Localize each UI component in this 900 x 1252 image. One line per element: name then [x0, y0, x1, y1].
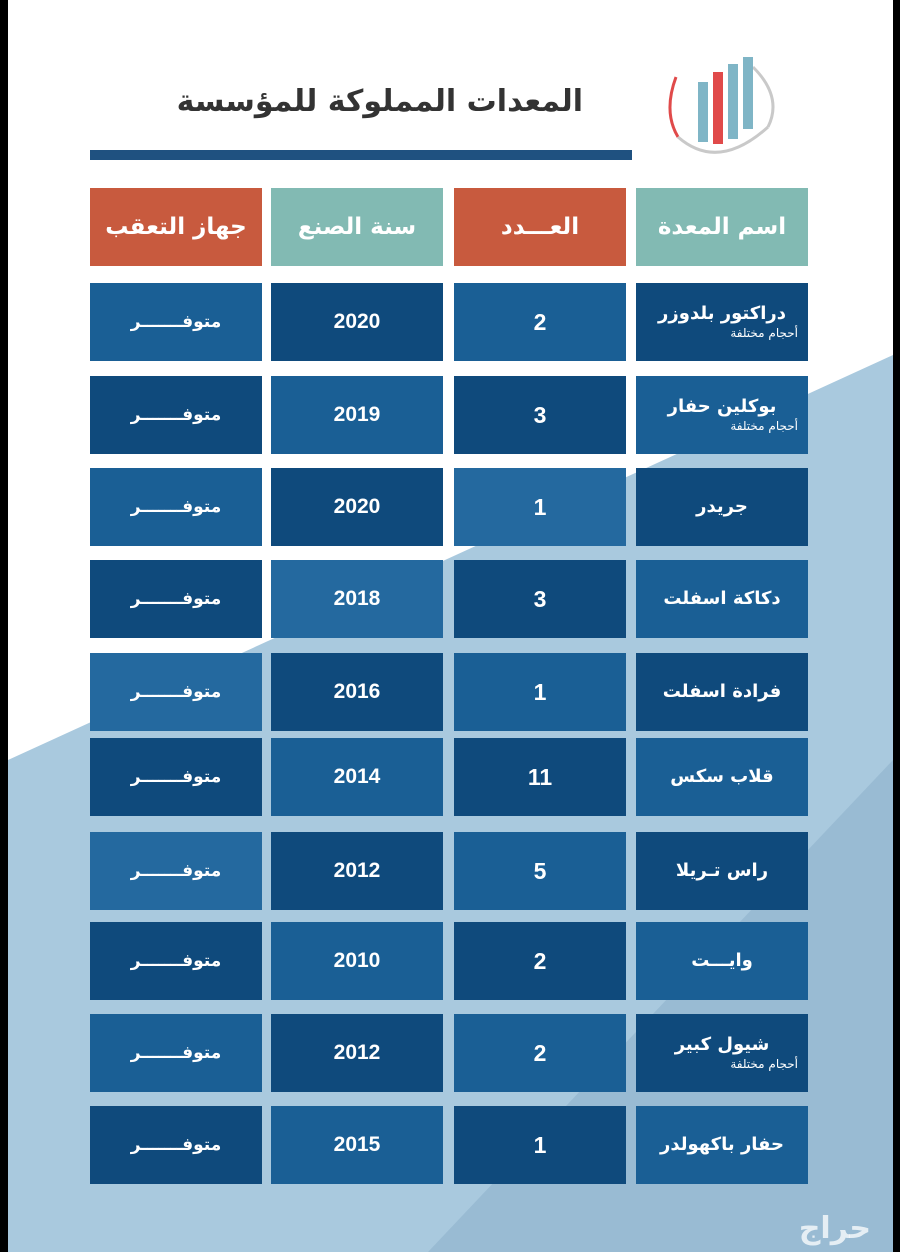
table-row-9-count: 2: [454, 1014, 626, 1092]
table-row-6-name: [636, 738, 808, 816]
table-row-8-name: [636, 922, 808, 1000]
table-row-3-count: 1: [454, 468, 626, 546]
table-row-5-tracking: متوفـــــــر: [90, 653, 262, 731]
table-row-6-tracking: متوفـــــــر: [90, 738, 262, 816]
table-row-5-name: [636, 653, 808, 731]
table-row-3-year: 2020: [271, 468, 443, 546]
table-row-2-name: [636, 376, 808, 454]
equipment-name: قلاب سكس: [670, 765, 774, 787]
table-row-8-year: 2010: [271, 922, 443, 1000]
table-row-1-name: [636, 283, 808, 361]
table-row-10-tracking: متوفـــــــر: [90, 1106, 262, 1184]
equipment-sub: أحجام مختلفة: [730, 325, 798, 340]
table-row-1-year: 2020: [271, 283, 443, 361]
table-row-7-count: 5: [454, 832, 626, 910]
table-row-7-year: 2012: [271, 832, 443, 910]
equipment-sub: أحجام مختلفة: [730, 418, 798, 433]
table-row-4-tracking: متوفـــــــر: [90, 560, 262, 638]
table-row-6-year: 2014: [271, 738, 443, 816]
header-year: سنة الصنع: [271, 188, 443, 266]
header-count: العـــدد: [454, 188, 626, 266]
equipment-name: حفار باكهولدر: [660, 1133, 784, 1155]
equipment-name: راس تـريلا: [675, 859, 769, 881]
table-row-8-tracking: متوفـــــــر: [90, 922, 262, 1000]
title-underline-bar: [90, 150, 632, 160]
header-tracking: جهاز التعقب: [90, 188, 262, 266]
table-row-2-count: 3: [454, 376, 626, 454]
table-row-5-year: 2016: [271, 653, 443, 731]
table-row-2-tracking: متوفـــــــر: [90, 376, 262, 454]
table-row-4-name: [636, 560, 808, 638]
equipment-sub: أحجام مختلفة: [730, 1056, 798, 1071]
table-row-7-tracking: متوفـــــــر: [90, 832, 262, 910]
table-row-3-tracking: متوفـــــــر: [90, 468, 262, 546]
table-row-9-year: 2012: [271, 1014, 443, 1092]
equipment-name: دراكتور بلدوزر: [658, 303, 786, 325]
equipment-name: فرادة اسفلت: [662, 680, 782, 702]
equipment-name: دكاكة اسفلت: [663, 587, 781, 609]
table-row-4-year: 2018: [271, 560, 443, 638]
equipment-name: وايـــت: [691, 949, 753, 971]
table-row-4-count: 3: [454, 560, 626, 638]
table-row-10-count: 1: [454, 1106, 626, 1184]
table-row-10-name: [636, 1106, 808, 1184]
equipment-name: بوكلين حفار: [667, 396, 777, 418]
page-title: المعدات المملوكة للمؤسسة: [176, 84, 583, 119]
header-equipment-name: اسم المعدة: [636, 188, 808, 266]
equipment-name: شيول كبير: [674, 1034, 770, 1056]
table-row-2-year: 2019: [271, 376, 443, 454]
table-row-9-name: [636, 1014, 808, 1092]
table-row-8-count: 2: [454, 922, 626, 1000]
table-row-5-count: 1: [454, 653, 626, 731]
equipment-page: [8, 0, 893, 1252]
equipment-name: جريدر: [696, 495, 748, 517]
table-row-1-count: 2: [454, 283, 626, 361]
table-row-1-tracking: متوفـــــــر: [90, 283, 262, 361]
table-row-10-year: 2015: [271, 1106, 443, 1184]
company-logo-icon: [658, 52, 783, 162]
haraj-watermark: حراج: [798, 1211, 871, 1246]
table-row-7-name: [636, 832, 808, 910]
table-row-3-name: [636, 468, 808, 546]
table-row-6-count: 11: [454, 738, 626, 816]
table-row-9-tracking: متوفـــــــر: [90, 1014, 262, 1092]
